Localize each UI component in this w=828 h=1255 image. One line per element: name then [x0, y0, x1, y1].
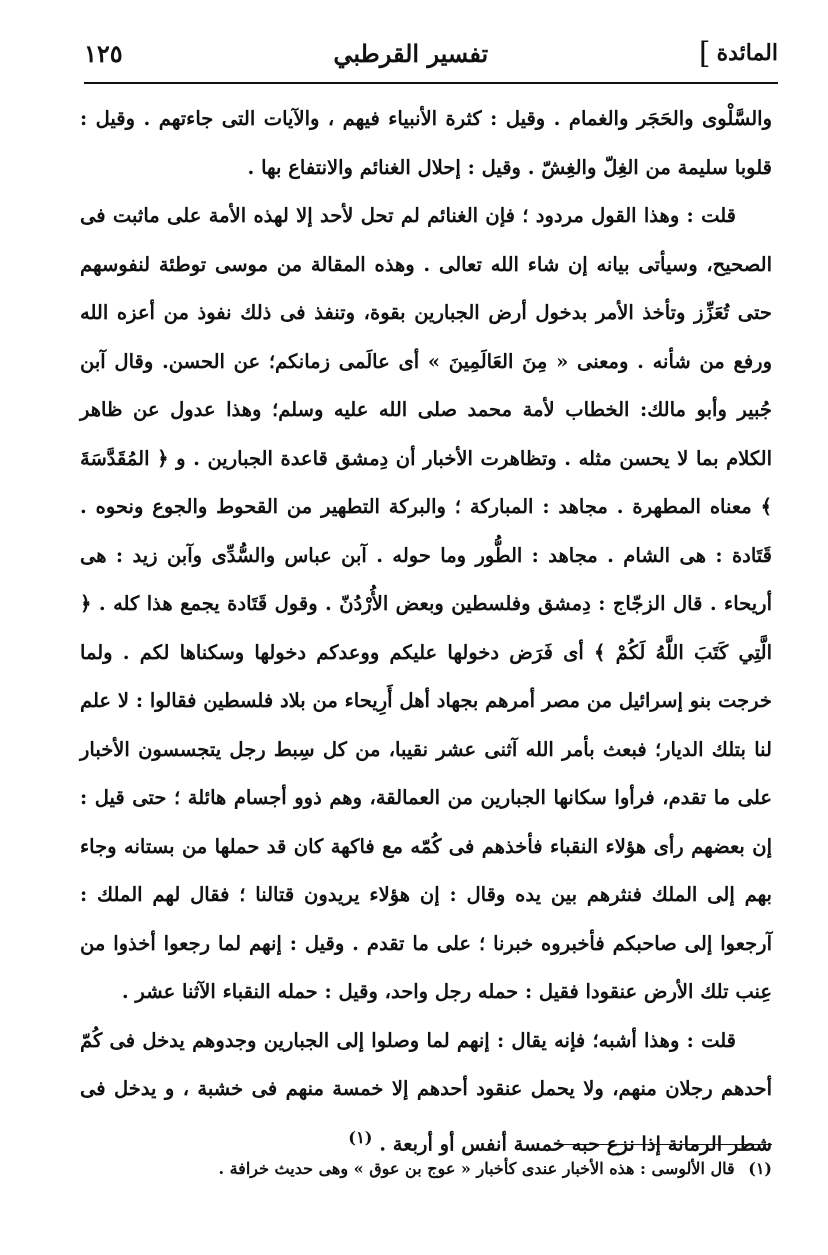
page-header — [84, 28, 778, 78]
footnote-divider — [562, 1144, 772, 1145]
footnote-text: هذه الأخبار عندى كأخبار « عوج بن عوق » وهى حديث خرافة . — [218, 1159, 635, 1178]
header-bracket: ] — [698, 35, 711, 71]
paragraph-3-text: قلت : وهذا أشبه؛ فإنه يقال : إنهم لما وصلوا إلى الجبارين وجدوهم يدخل فى كُمّ أحدهم رجلان منهم، ولا يحمل عنقود أحدهم إلا خمسة منهم فى خشبة ، و يدخل فى شطر الرمانة إذا نزع حبه خمسة أنفس أو أربعة . — [80, 1028, 772, 1155]
paragraph-2: قلت : وهذا القول مردود ؛ فإن الغنائم لم تحل لأحد إلا لهذه الأمة على ماثبت فى الصحيح، وسيأتى بيانه إن شاء الله تعالى . وهذه المقالة من موسى توطئة لنفوسهم حتى تُعَزِّز وتأخذ الأمر بدخول أرض الجبارين بقوة، وتنفذ فى ذلك نفوذ من أعزه الله ورفع من شأنه . ومعنى « مِنَ العَالَمِينَ » أى عالَمى زمانكم؛ عن الحسن. وقال آبن جُبير وأبو مالك: الخطاب لأمة محمد صلى الله عليه وسلم؛ وهذا عدول عن ظاهر الكلام بما لا يحسن مثله . وتظاهرت الأخبار أن دِمشق قاعدة الجبارين . و ﴿ المُقَدَّسَةَ ﴾ معناه المطهرة . مجاهد : المباركة ؛ والبركة التطهير من القحوط والجوع ونحوه . قَتَادة : هى الشام . مجاهد : الطُّور وما حوله . آبن عباس والسُّدِّى وآبن زيد : هى أريحاء . قال الزجّاج : دِمشق وفلسطين وبعض الأُرْدُنّ . وقول قَتَادة يجمع هذا كله . ﴿ الَّتِي كَتَبَ اللَّهُ لَكُمْ ﴾ أى فَرَض دخولها عليكم ووعدكم دخولها وسكناها لكم . ولما خرجت بنو إسرائيل من مصر أمرهم بجهاد أهل أَرِيحاء من بلاد فلسطين فقالوا : لا علم لنا بتلك الديار؛ فبعث بأمر الله آثنى عشر نقيبا، من كل سِبط رجل يتجسسون الأخبار على ما تقدم، فرأوا سكانها الجبارين من العمالقة، وهم ذوو أجسام هائلة ؛ حتى قيل : إن بعضهم رأى هؤلاء النقباء فأخذهم فى كُمّه مع فاكهة كان قد حملها من بستانه وجاء بهم إلى الملك فنثرهم بين يده وقال : إن هؤلاء يريدون قتالنا ؛ فقال لهم الملك : آرجعوا إلى صاحبكم فأخبروه خبرنا ؛ على ما تقدم . وقيل : إنهم لما رجعوا أخذوا من عِنب تلك الأرض عنقودا فقيل : حمله رجل واحد، وقيل : حمله النقباء الآثنا عشر . — [80, 204, 772, 1003]
footnote — [80, 1154, 772, 1184]
footnote-author: قال الألوسى : — [640, 1159, 735, 1178]
main-text — [80, 95, 772, 1169]
footnote-reference: (١) — [348, 1127, 373, 1147]
footnote-marker: (١) — [748, 1159, 772, 1178]
paragraph-1: والسَّلْوى والحَجَر والغمام . وقيل : كثرة الأنبياء فيهم ، والآيات التى جاءتهم . وقيل : قلوبا سليمة من الغِلّ والغِشّ . وقيل : إحلال الغنائم والانتفاع بها . — [80, 107, 772, 179]
book-title: تفسير القرطبي — [333, 38, 489, 68]
header-divider — [84, 82, 778, 84]
surah-label: المائدة — [716, 40, 778, 66]
surah-name — [699, 36, 778, 71]
page-number: ١٢٥ — [84, 38, 123, 68]
paragraph-3 — [80, 1017, 772, 1169]
